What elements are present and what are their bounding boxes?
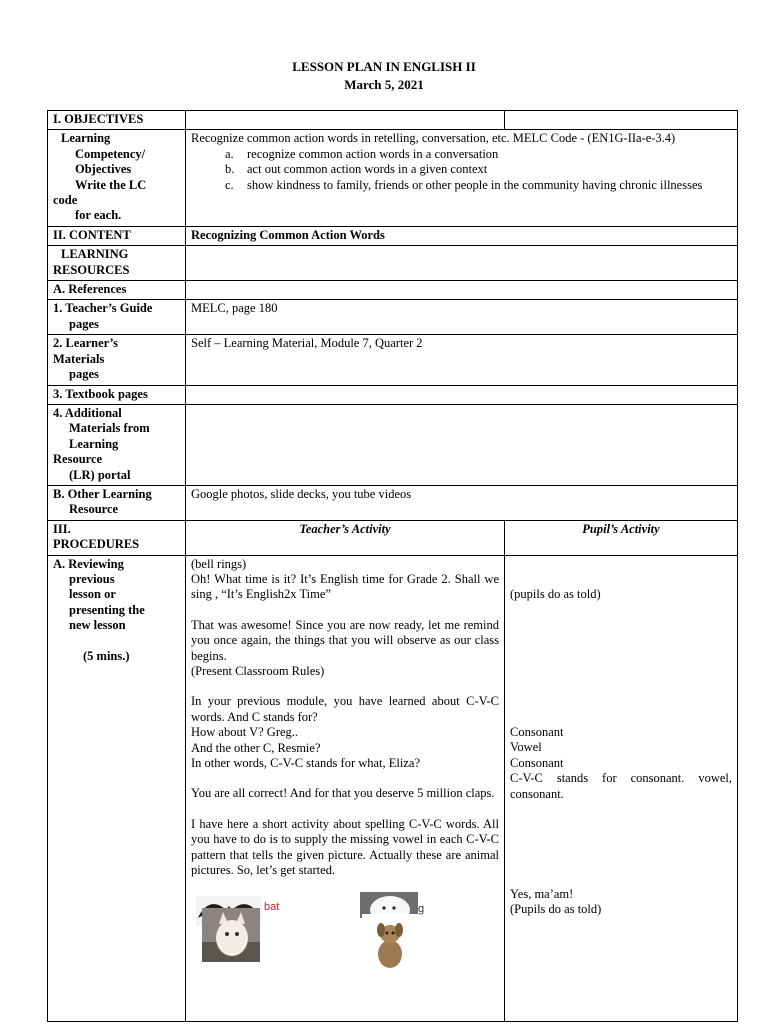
- other-resources-row: [48, 485, 738, 520]
- procedures-label: III. PROCEDURES: [48, 520, 186, 555]
- teacher-activity-header: Teacher’s Activity: [186, 520, 505, 555]
- bat-word: bat: [264, 901, 280, 914]
- learning-competency-row: [48, 130, 738, 226]
- other-resources-value: Google photos, slide decks, you tube videos: [186, 485, 738, 520]
- teachers-guide-label: 1. Teacher’s Guide pages: [48, 300, 186, 335]
- objective-item: a. recognize common action words in a conversation: [225, 146, 499, 161]
- pupil-activity-header: Pupil’s Activity: [505, 520, 738, 555]
- textbook-pages-row: [48, 385, 738, 404]
- additional-materials-row: [48, 404, 738, 485]
- textbook-pages-label: 3. Textbook pages: [48, 385, 186, 404]
- content-row: [48, 226, 738, 245]
- learning-resources-row: [48, 246, 738, 281]
- page-header: [0, 58, 768, 94]
- procedures-header-row: [48, 520, 738, 555]
- pupil-activity-text: (pupils do as told) Consonant Vowel Consonant C-V-C stands for consonant. vowel, consonant. Yes, ma’am! (Pupils do as told): [505, 555, 738, 1021]
- textbook-pages-value: [186, 385, 738, 404]
- teachers-guide-row: [48, 300, 738, 335]
- references-value: [186, 281, 738, 300]
- reviewing-row: [48, 555, 738, 1021]
- step-time: (5 mins.): [83, 648, 130, 663]
- additional-materials-label: 4. Additional Materials from Learning Resource (LR) portal: [48, 404, 186, 485]
- other-resources-label: B. Other Learning Resource: [48, 485, 186, 520]
- reviewing-label: A. Reviewing previous lesson or presenting the new lesson (5 mins.): [48, 555, 186, 1021]
- additional-materials-value: [186, 404, 738, 485]
- learning-resources-label: LEARNING RESOURCES: [48, 246, 186, 281]
- g-word: g: [418, 903, 425, 916]
- objectives-list: [191, 147, 732, 193]
- learners-materials-row: [48, 335, 738, 385]
- references-row: [48, 281, 738, 300]
- objective-item: b. act out common action words in a given context: [225, 162, 488, 177]
- teachers-guide-value: MELC, page 180: [186, 300, 738, 335]
- learning-competency-label: Learning Competency/ Objectives Write the LC code for each.: [48, 130, 186, 226]
- lesson-plan-date: March 5, 2021: [344, 77, 424, 92]
- teacher-activity-text: (bell rings) Oh! What time is it? It’s English time for Grade 2. Shall we sing , “It’s English2x Time” That was awesome! Since you are now ready, let me remind you once again, the things that you will observe as our class begins. (Present Classroom Rules) In your previous module, you have learned about C-V-C words. And C stands for? How about V? Greg.. And the other C, Resmie? In other words, C-V-C stands for what, Eliza? You are all correct! And for that you deserve 5 million claps. I have here a short activity about spelling C-V-C words. All you have to do is to supply the missing vowel in each C-V-C pattern that tells the given picture. Actually these are animal pictures. So, let’s get started. bat g: [186, 555, 505, 1021]
- objectives-header-row: [48, 111, 738, 130]
- learning-resources-value: [186, 246, 738, 281]
- references-label: A. References: [48, 281, 186, 300]
- animal-pictures: [191, 896, 499, 996]
- melc-code-text: Recognize common action words in retelling, conversation, etc. MELC Code - (EN1G-IIa-e-3.4): [191, 131, 676, 146]
- objective-item: c. show kindness to family, friends or other people in the community having chronic illnesses: [225, 177, 703, 192]
- kitten-picture: [202, 908, 260, 962]
- learners-materials-value: Self – Learning Material, Module 7, Quarter 2: [186, 335, 738, 385]
- learning-competency-text: [186, 130, 738, 226]
- brown-dog-picture: [362, 914, 418, 972]
- objectives-header-blank-2: [505, 111, 738, 130]
- lesson-plan-table: [47, 110, 738, 1022]
- learners-materials-label: 2. Learner’s Materials pages: [48, 335, 186, 385]
- objectives-label: I. OBJECTIVES: [48, 111, 186, 130]
- content-label: II. CONTENT: [48, 226, 186, 245]
- content-value: Recognizing Common Action Words: [186, 226, 738, 245]
- lesson-plan-title: LESSON PLAN IN ENGLISH II: [292, 59, 476, 74]
- objectives-header-blank: [186, 111, 505, 130]
